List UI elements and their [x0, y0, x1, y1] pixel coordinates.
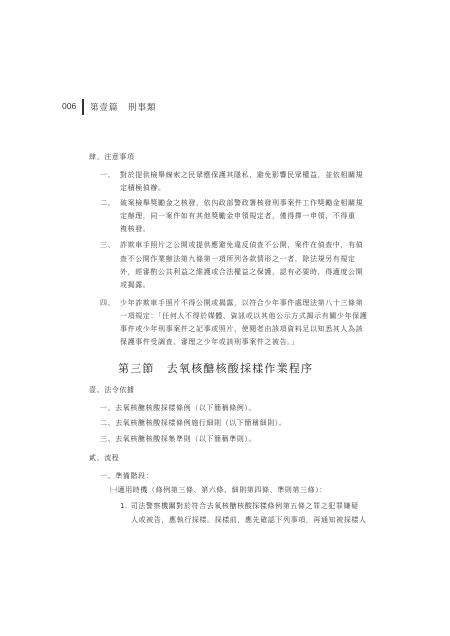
- paragraph-line: 1. 司法警察機關對於符合去氧核醣核酸採樣條例第五條之罪之犯罪嫌疑: [120, 502, 359, 510]
- list-item-line: 外，經審酌公共利益之維護或合法權益之保護，認有必要時，得適度公開: [120, 268, 364, 276]
- list-item-marker: 三、: [100, 241, 116, 249]
- list-item-marker: 二、: [100, 199, 116, 207]
- list-item-line: 少年詐欺車手照片不得公開或揭露，以符合少年事件處理法第八十三條第: [120, 299, 364, 307]
- sub-heading: 一、準備階段：: [100, 472, 154, 480]
- part-heading: 壹、法令依據: [89, 386, 135, 394]
- paragraph-line: 人或被告，應執行採樣。採樣前，應先確認下列事項，再通知被採樣人: [131, 516, 367, 524]
- list-item-line: 查不公開作業辦法第九條第一項所列各款情形之一者，除法規另有規定: [120, 255, 356, 263]
- list-item-line: 詐欺車手照片之公開或提供應避免違反偵查不公開，案件在偵查中，有偵: [120, 241, 364, 249]
- list-item-line: 或揭露。: [120, 281, 151, 289]
- chapter-title: 第壹篇 刑事類: [90, 103, 157, 113]
- list-item-marker: 一、: [100, 171, 116, 179]
- list-item-line: 事件或少年刑事案件之記事或照片，使閱者由該項資料足以知悉其人為該: [120, 325, 364, 333]
- section-title: 第三節 去氧核醣核酸採樣作業程序: [118, 362, 314, 375]
- section-heading: 肆、注意事項: [89, 153, 135, 161]
- list-item-line: 定辦理，同一案件如有其他獎勵金申領規定者，僅得擇一申領，不得重: [120, 212, 356, 220]
- list-item: 三、去氧核醣核酸採集準則（以下簡稱準則）。: [100, 435, 257, 443]
- page-number: 006: [62, 101, 77, 111]
- list-item-line: 對於提供檢舉線索之民眾應保護其隱私，避免影響民眾權益，並依相關規: [120, 171, 364, 179]
- list-item-line: 破案檢舉獎勵金之核發，依內政部警政署核發刑事案件工作獎勵金相關規: [120, 199, 364, 207]
- list-item: 一、去氧核醣核酸採樣條例（以下簡稱條例）。: [100, 404, 257, 412]
- part-heading: 貳、流程: [89, 454, 120, 462]
- list-item-marker: 四、: [100, 299, 116, 307]
- list-item-line: 保護事件受調查、審理之少年或該刑事案件之被告。」: [120, 338, 299, 346]
- sub-sub-heading: ㈠適用時機（條例第三條、第六條、細則第四條、準則第三條）：: [110, 486, 327, 494]
- list-item-line: 一項規定：「任何人不得於媒體、資訊或以其他公示方式揭示有關少年保護: [120, 312, 368, 320]
- header-divider: [82, 99, 84, 115]
- list-item-line: 定積極偵辦。: [120, 184, 166, 192]
- list-item: 二、去氧核醣核酸採樣條例施行細則（以下簡稱細則）。: [100, 419, 287, 427]
- list-item-line: 複核發。: [120, 225, 151, 233]
